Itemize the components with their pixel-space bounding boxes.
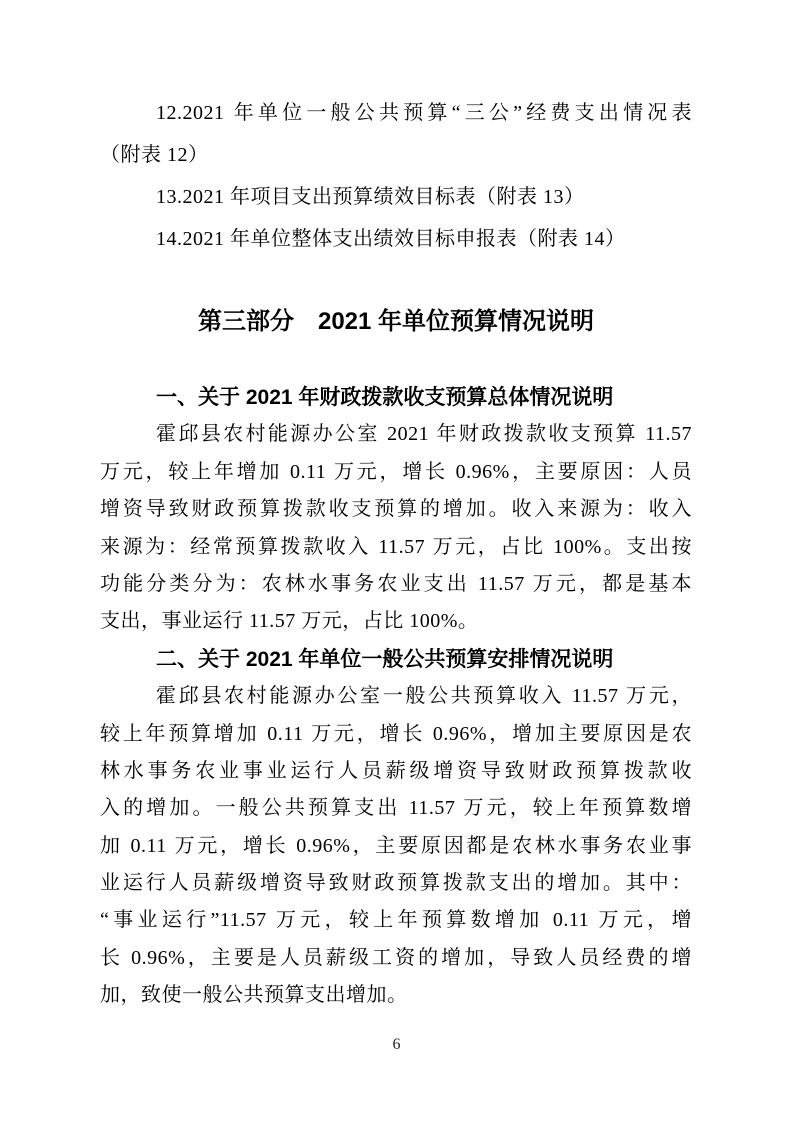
paragraph-line: 长 0.96%，主要是人员薪级工资的增加，导致人员经费的增	[100, 946, 692, 969]
toc-item-12-line-1: 12.2021 年单位一般公共预算“三公”经费支出情况表	[156, 102, 692, 124]
paragraph-line: “事业运行”11.57 万元，较上年预算数增加 0.11 万元，增	[100, 909, 692, 932]
section2-paragraph	[100, 678, 692, 1015]
paragraph-line: 万元，较上年增加 0.11 万元，增长 0.96%，主要原因：人员	[100, 460, 692, 483]
paragraph-line: 林水事务农业事业运行人员薪级增资导致财政预算拨款收	[100, 759, 692, 782]
paragraph-line: 增资导致财政预算拨款收支预算的增加。收入来源为：收入	[100, 498, 692, 521]
section1-paragraph	[100, 416, 692, 640]
section1-heading: 一、关于 2021 年财政拨款收支预算总体情况说明	[156, 386, 614, 409]
paragraph-line: 较上年预算增加 0.11 万元，增长 0.96%，增加主要原因是农	[100, 722, 692, 745]
part-three-title: 第三部分 2021 年单位预算情况说明	[197, 308, 595, 335]
paragraph-line: 功能分类分为：农林水事务农业支出 11.57 万元，都是基本	[100, 572, 692, 595]
page-number: 6	[392, 1036, 401, 1053]
paragraph-line: 支出，事业运行 11.57 万元，占比 100%。	[100, 610, 479, 633]
section2-heading: 二、关于 2021 年单位一般公共预算安排情况说明	[156, 647, 614, 671]
paragraph-line: 业运行人员薪级增资导致财政预算拨款支出的增加。其中：	[100, 872, 692, 895]
paragraph-line: 霍邱县农村能源办公室一般公共预算收入 11.57 万元，	[156, 685, 692, 708]
attachment-list	[100, 92, 692, 260]
toc-item-12-line-2: （附表 12）	[100, 144, 209, 166]
paragraph-line: 入的增加。一般公共预算支出 11.57 万元，较上年预算数增	[100, 797, 692, 820]
paragraph-line: 来源为：经常预算拨款收入 11.57 万元，占比 100%。支出按	[100, 535, 692, 558]
paragraph-line: 加 0.11 万元，增长 0.96%，主要原因都是农林水事务农业事	[100, 834, 692, 857]
toc-item-14: 14.2021 年单位整体支出绩效目标申报表（附表 14）	[156, 228, 626, 250]
text-column	[100, 92, 692, 1015]
paragraph-line: 加，致使一般公共预算支出增加。	[100, 984, 408, 1007]
paragraph-line: 霍邱县农村能源办公室 2021 年财政拨款收支预算 11.57	[156, 423, 692, 446]
toc-item-13: 13.2021 年项目支出预算绩效目标表（附表 13）	[156, 186, 585, 208]
